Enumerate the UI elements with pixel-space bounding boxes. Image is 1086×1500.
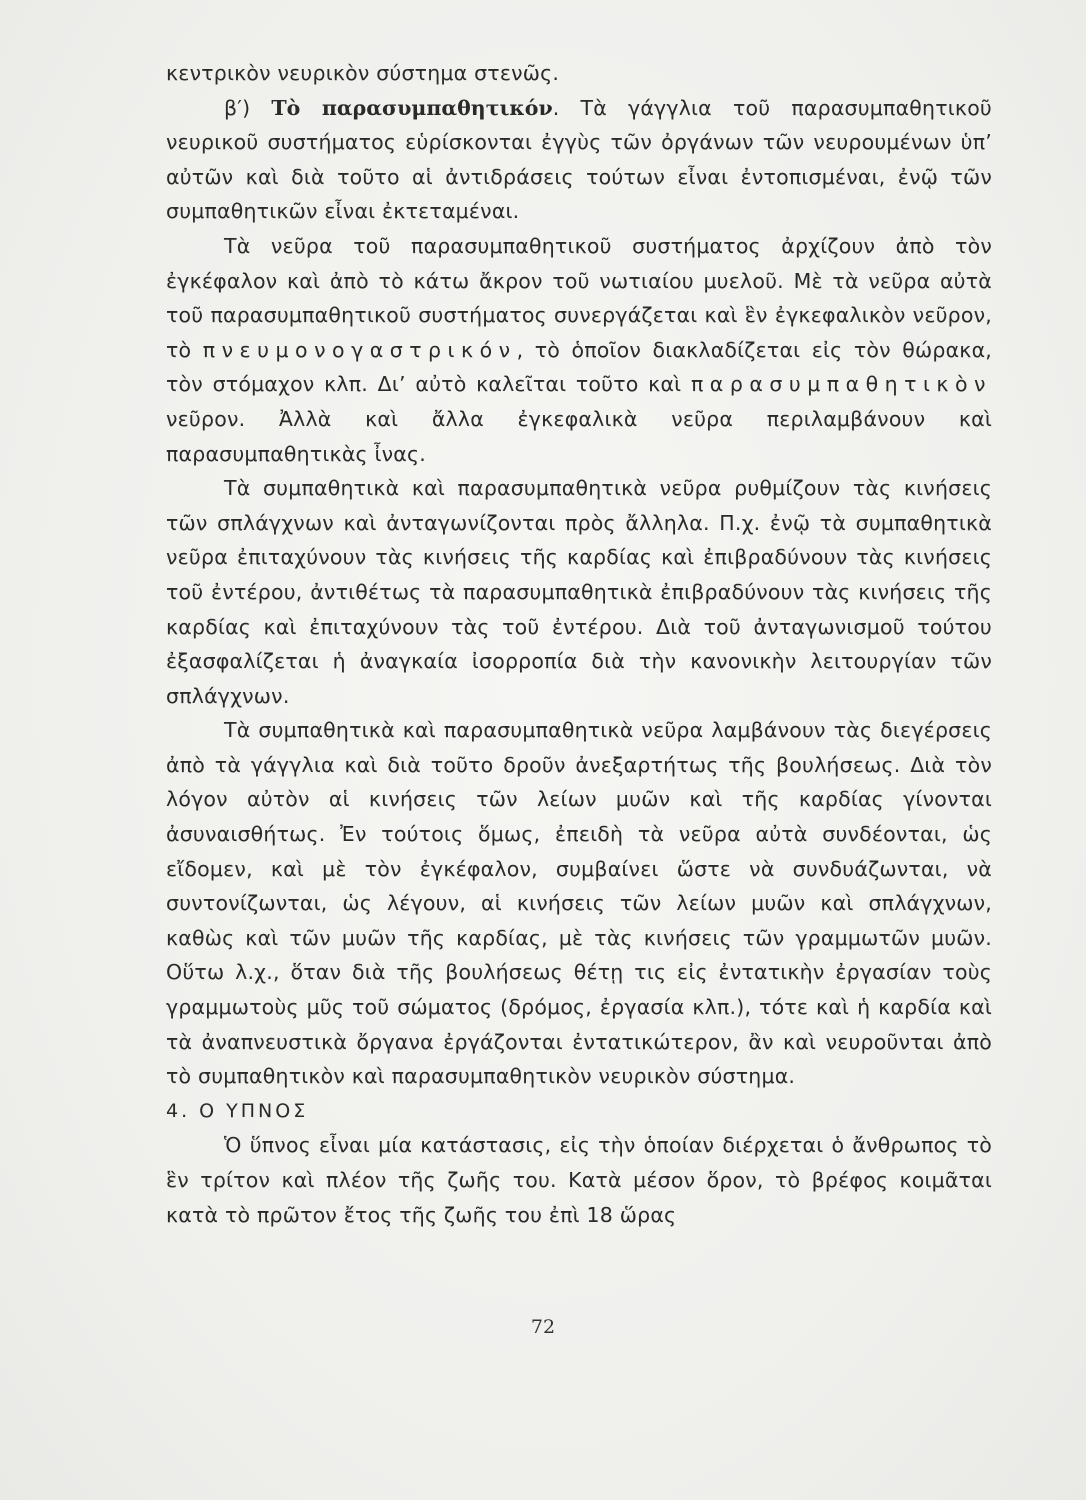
paragraph-text: . Τὰ γάγγλια τοῦ παρασυμπαθητικοῦ νευρικοῦ συστήματος εὑρίσκονται ἐγγὺς τῶν ὀργάνων τῶν νευρουμένων ὑπ’ αὐτῶν καὶ διὰ τοῦτο αἱ ἀντιδράσεις τούτων εἶναι ἐντοπισμέναι, ἐνῷ τῶν συμπαθητικῶν εἶναι ἐκτεταμέναι. [166, 95, 992, 224]
page-number: 72 [530, 1316, 556, 1338]
paragraph-continuation: κεντρικὸν νευρικὸν σύστημα στενῶς. [166, 61, 560, 85]
paragraph-text: , τὸ ὁποῖον διακλαδίζεται εἰς τὸν θώρακα, τὸν στόμαχον κλπ. Δι’ αὐτὸ καλεῖται τοῦτο καὶ [166, 337, 992, 397]
body-text [166, 56, 992, 1232]
section-title-bold: Τὸ παρασυμπαθητικόν [271, 95, 553, 120]
paragraph-text: νεῦρον. Ἀλλὰ καὶ ἄλλα ἐγκεφαλικὰ νεῦρα περιλαμβάνουν καὶ παρασυμπαθητικὰς ἶνας. [166, 406, 992, 466]
paragraph-parasympathetic-nerves [166, 229, 992, 471]
paragraph-antagonism: Τὰ συμπαθητικὰ καὶ παρασυμπαθητικὰ νεῦρα ρυθμίζουν τὰς κινήσεις τῶν σπλάγχνων καὶ ἀνταγωνίζονται πρὸς ἄλληλα. Π.χ. ἐνῷ τὰ συμπαθητικὰ νεῦρα ἐπιταχύνουν τὰς κινήσεις τῆς καρδίας καὶ ἐπιβραδύνουν τὰς κινήσεις τοῦ ἐντέρου, ἀντιθέτως τὰ παρασυμπαθητικὰ ἐπιβραδύνουν τὰς κινήσεις τῆς καρδίας καὶ ἐπιταχύνουν τὰς τοῦ ἐντέρου. Διὰ τοῦ ἀνταγωνισμοῦ τούτου ἐξασφαλίζεται ἡ ἀναγκαία ἰσορροπία διὰ τὴν κανονικὴν λειτουργίαν τῶν σπλάγχνων. [166, 476, 992, 708]
spaced-term-pneumogastric: πνευμονογαστρικόν [202, 337, 517, 362]
paragraph-parasympathetic-intro [166, 91, 992, 229]
section-heading-sleep: 4. Ο ΥΠΝΟΣ [166, 1099, 309, 1122]
spaced-term-parasympathetic: παρασυμπαθητικὸν [690, 372, 992, 397]
paragraph-text: Τὰ νεῦρα τοῦ παρασυμπαθητικοῦ συστήματος ἀρχίζουν ἀπὸ τὸν ἐγκέφαλον καὶ ἀπὸ τὸ κάτω ἄκρον τοῦ νωτιαίου μυελοῦ. Μὲ τὰ νεῦρα αὐτὰ τοῦ παρασυμπαθητικοῦ συστήματος συνεργάζεται καὶ ἓν ἐγκεφαλικὸν νεῦρον, τὸ [166, 233, 992, 362]
section-marker: β′) [224, 95, 272, 120]
paragraph-sleep: Ὁ ὕπνος εἶναι μία κατάστασις, εἰς τὴν ὁποίαν διέρχεται ὁ ἄνθρωπος τὸ ἓν τρίτον καὶ πλέον τῆς ζωῆς του. Κατὰ μέσον ὅρον, τὸ βρέφος κοιμᾶται κατὰ τὸ πρῶτον ἔτος τῆς ζωῆς του ἐπὶ 18 ὥρας [166, 1133, 992, 1227]
paragraph-coordination: Τὰ συμπαθητικὰ καὶ παρασυμπαθητικὰ νεῦρα λαμβάνουν τὰς διεγέρσεις ἀπὸ τὰ γάγγλια καὶ διὰ τοῦτο δροῦν ἀνεξαρτήτως τῆς βουλήσεως. Διὰ τὸν λόγον αὐτὸν αἱ κινήσεις τῶν λείων μυῶν καὶ τῆς καρδίας γίνονται ἀσυναισθήτως. Ἐν τούτοις ὅμως, ἐπειδὴ τὰ νεῦρα αὐτὰ συνδέονται, ὡς εἴδομεν, καὶ μὲ τὸν ἐγκέφαλον, συμβαίνει ὥστε νὰ συνδυάζωνται, νὰ συντονίζωνται, ὡς λέγουν, αἱ κινήσεις τῶν λείων μυῶν καὶ σπλάγχνων, καθὼς καὶ τῶν μυῶν τῆς καρδίας, μὲ τὰς κινήσεις τῶν γραμμωτῶν μυῶν. Οὕτω λ.χ., ὅταν διὰ τῆς βουλήσεως θέτῃ τις εἰς ἐντατικὴν ἐργασίαν τοὺς γραμμωτοὺς μῦς τοῦ σώματος (δρόμος, ἐργασία κλπ.), τότε καὶ ἡ καρδία καὶ τὰ ἀναπνευστικὰ ὄργανα ἐργάζονται ἐντατικώτερον, ἂν καὶ νευροῦνται ἀπὸ τὸ συμπαθητικὸν καὶ παρασυμπαθητικὸν νευρικὸν σύστημα. [166, 718, 992, 1089]
